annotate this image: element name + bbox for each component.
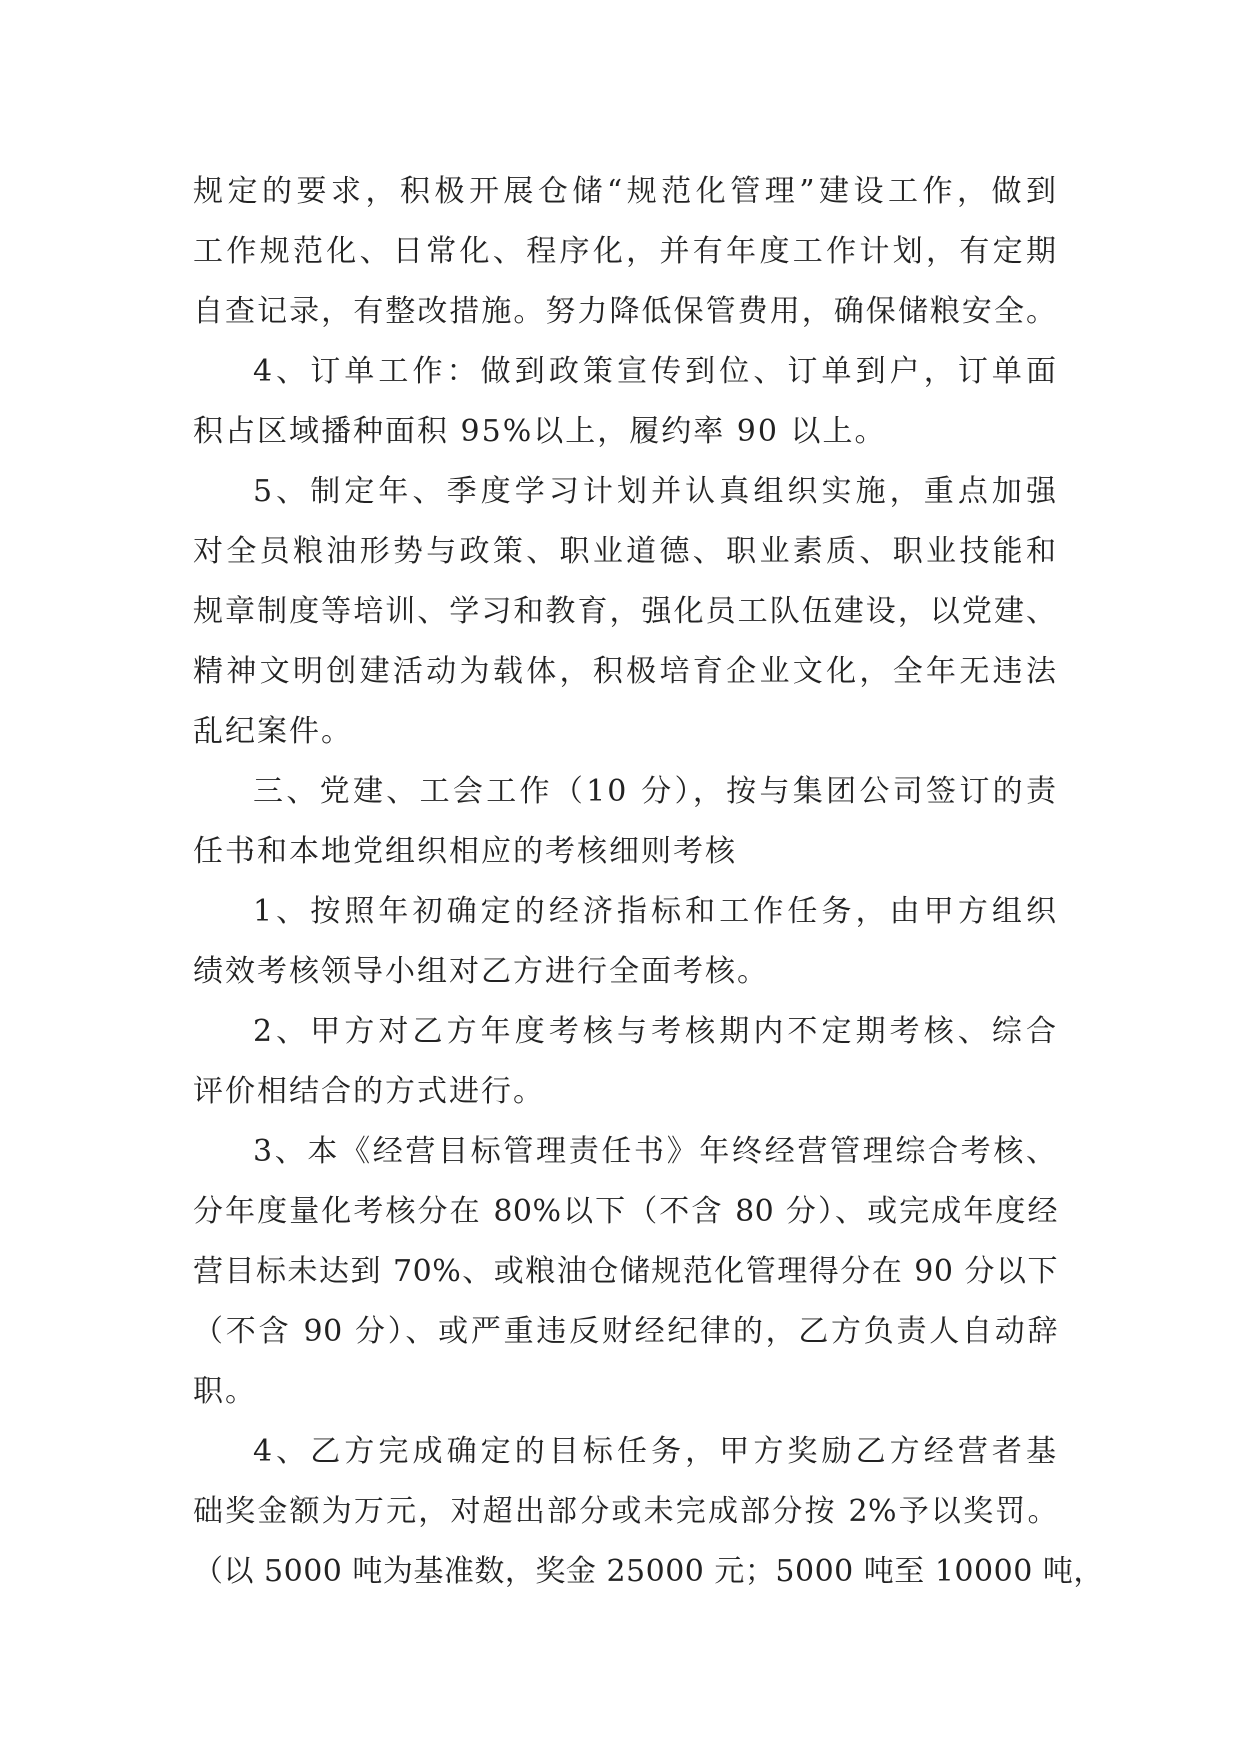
- text-line: 自查记录，有整改措施。努力降低保管费用，确保储粮安全。: [193, 294, 1058, 329]
- text-line: 任书和本地党组织相应的考核细则考核: [193, 834, 737, 869]
- text-line: （不含 90 分）、或严重违反财经纪律的，乙方负责人自动辞: [193, 1314, 1058, 1349]
- item-4-start: 4、乙方完成确定的目标任务，甲方奖励乙方经营者基: [253, 1434, 1058, 1469]
- text-line: 职。: [193, 1374, 257, 1409]
- text-line: 精神文明创建活动为载体，积极培育企业文化，全年无违法: [193, 654, 1058, 689]
- text-line: 规章制度等培训、学习和教育，强化员工队伍建设，以党建、: [193, 594, 1058, 629]
- document-body: [193, 162, 1104, 1602]
- text-line: 工作规范化、日常化、程序化，并有年度工作计划，有定期: [193, 234, 1058, 269]
- text-line: 评价相结合的方式进行。: [193, 1074, 545, 1109]
- text-line: 对全员粮油形势与政策、职业道德、职业素质、职业技能和: [193, 534, 1058, 569]
- text-line: 积占区域播种面积 95%以上，履约率 90 以上。: [193, 414, 887, 449]
- text-line: （以 5000 吨为基准数，奖金 25000 元；5000 吨至 10000 吨，: [193, 1554, 1104, 1589]
- text-line: 规定的要求，积极开展仓储“规范化管理”建设工作，做到: [193, 174, 1058, 209]
- text-line: 营目标未达到 70%、或粮油仓储规范化管理得分在 90 分以下: [193, 1254, 1058, 1289]
- text-line: 绩效考核领导小组对乙方进行全面考核。: [193, 954, 769, 989]
- text-line: 分年度量化考核分在 80%以下（不含 80 分）、或完成年度经: [193, 1194, 1058, 1229]
- paragraph-5-start: 5、制定年、季度学习计划并认真组织实施，重点加强: [253, 474, 1058, 509]
- text-line: 础奖金额为万元，对超出部分或未完成部分按 2%予以奖罚。: [193, 1494, 1058, 1529]
- section-3-heading: 三、党建、工会工作（10 分），按与集团公司签订的责: [253, 774, 1058, 809]
- item-3-start: 3、本《经营目标管理责任书》年终经营管理综合考核、: [253, 1134, 1058, 1169]
- paragraph-4-start: 4、订单工作：做到政策宣传到位、订单到户，订单面: [253, 354, 1058, 389]
- item-1-start: 1、按照年初确定的经济指标和工作任务，由甲方组织: [253, 894, 1058, 929]
- item-2-start: 2、甲方对乙方年度考核与考核期内不定期考核、综合: [253, 1014, 1058, 1049]
- text-line: 乱纪案件。: [193, 714, 353, 749]
